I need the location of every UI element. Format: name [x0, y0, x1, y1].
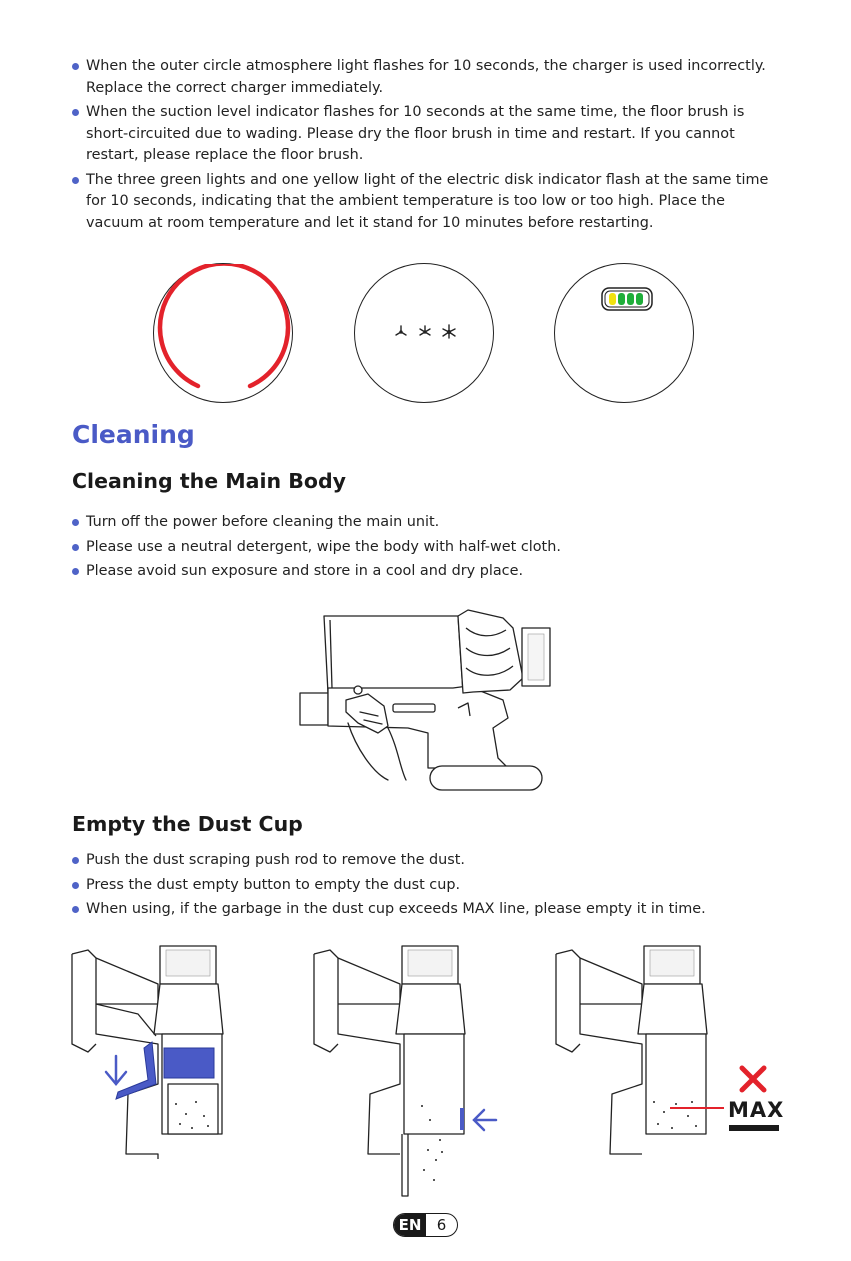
warning-charger: When the outer circle atmosphere light flashes for 10 seconds, the charger is used incorrectly. Replace the correct charger immediately.	[72, 56, 772, 99]
step-max-line: When using, if the garbage in the dust cup exceeds MAX line, please empty it in time.	[72, 899, 772, 921]
main-body-heading: Cleaning the Main Body	[72, 469, 347, 493]
dust-cup-push-rod-illustration	[68, 944, 228, 1159]
page-number: 6	[436, 1216, 447, 1234]
suction-fan-icons	[355, 264, 495, 404]
main-body-wiping-illustration	[298, 608, 552, 798]
battery-leds-icon	[555, 264, 695, 404]
warning-temperature: The three green lights and one yellow light of the electric disk indicator flash at the same time for 10 seconds, indicating that the ambient temperature is too low or too high. Place the vacuum at room temperature and let it stand for 10 minutes before restarting.	[72, 170, 772, 235]
step-storage: Please avoid sun exposure and store in a cool and dry place.	[72, 561, 772, 583]
step-detergent: Please use a neutral detergent, wipe the body with half-wet cloth.	[72, 537, 772, 559]
suction-level-indicator	[354, 263, 494, 403]
step-power-off: Turn off the power before cleaning the main unit.	[72, 512, 772, 534]
step-empty-button: Press the dust empty button to empty the dust cup.	[72, 875, 772, 897]
red-ring-light-icon	[154, 264, 294, 404]
language-badge: EN	[394, 1214, 426, 1236]
charger-ring-indicator	[153, 263, 293, 403]
section-title: Cleaning	[72, 420, 195, 449]
indicator-warnings-list	[72, 56, 772, 237]
battery-indicator	[554, 263, 694, 403]
main-body-steps	[72, 512, 772, 586]
step-push-rod: Push the dust scraping push rod to remove the dust.	[72, 850, 772, 872]
warning-floor-brush: When the suction level indicator flashes for 10 seconds at the same time, the floor brush is short-circuited due to wading. Please dry the floor brush in time and restart. If you cannot restart, please replace the floor brush.	[72, 102, 772, 167]
dust-cup-steps	[72, 850, 772, 924]
dust-cup-heading: Empty the Dust Cup	[72, 812, 303, 836]
red-x-icon	[738, 1064, 768, 1094]
dust-cup-empty-button-illustration	[310, 944, 500, 1204]
max-line-label: MAX	[728, 1098, 785, 1122]
max-underline	[729, 1125, 779, 1131]
page-footer	[393, 1213, 458, 1237]
dust-cup-max-line-illustration	[552, 944, 727, 1159]
